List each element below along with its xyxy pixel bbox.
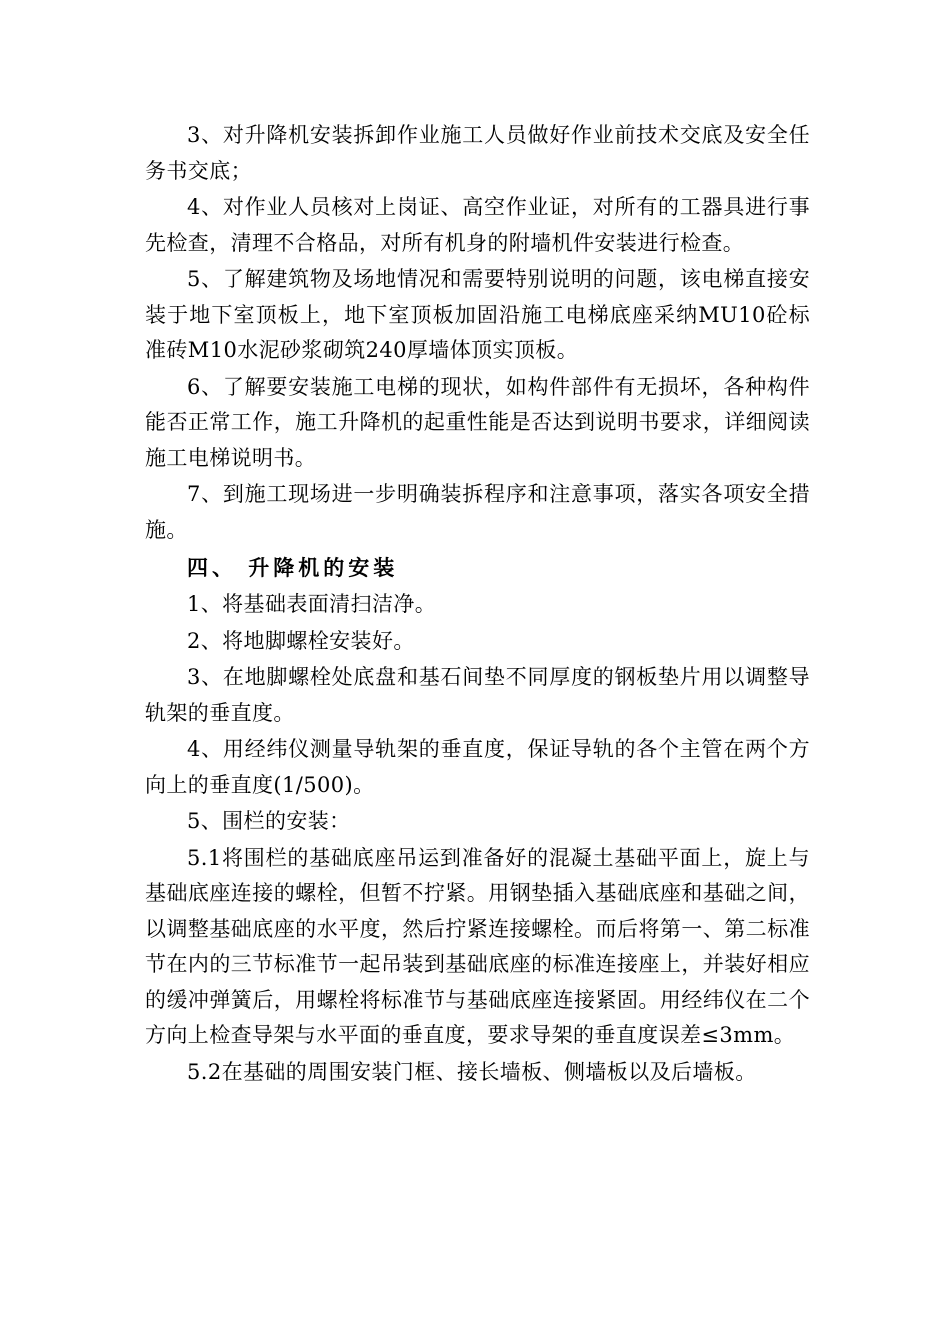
paragraph-item-5: 5、了解建筑物及场地情况和需要特别说明的问题，该电梯直接安装于地下室顶板上，地下室顶板加固沿施工电梯底座采纳MU10砼标准砖M10水泥砂浆砌筑240厚墙体顶实顶板。 bbox=[145, 267, 810, 362]
install-step-5-2: 5.2在基础的周围安装门框、接长墙板、侧墙板以及后墙板。 bbox=[187, 1059, 757, 1084]
paragraph-item-6: 6、了解要安装施工电梯的现状，如构件部件有无损坏，各种构件能否正常工作，施工升降机的起重性能是否达到说明书要求，详细阅读施工电梯说明书。 bbox=[145, 374, 810, 470]
install-step-4: 4、用经纬仪测量导轨架的垂直度，保证导轨的各个主管在两个方向上的垂直度(1/500)。 bbox=[145, 737, 810, 797]
install-step-2: 2、将地脚螺栓安装好。 bbox=[187, 628, 415, 653]
paragraph-item-3: 3、对升降机安装拆卸作业施工人员做好作业前技术交底及安全任务书交底； bbox=[145, 123, 810, 183]
paragraph-item-4: 4、对作业人员核对上岗证、高空作业证，对所有的工器具进行事先检查，清理不合格品，对所有机身的附墙机件安装进行检查。 bbox=[145, 195, 810, 255]
install-step-5: 5、围栏的安装： bbox=[187, 809, 351, 833]
paragraph-item-7: 7、到施工现场进一步明确装拆程序和注意事项，落实各项安全措施。 bbox=[145, 482, 810, 542]
install-step-1: 1、将基础表面清扫洁净。 bbox=[187, 592, 437, 616]
document-body bbox=[145, 118, 810, 1090]
section-heading: 四、 升降机的安装 bbox=[187, 555, 399, 580]
install-step-5-1: 5.1将围栏的基础底座吊运到准备好的混凝土基础平面上，旋上与基础底座连接的螺栓，但暂不拧紧。用钢垫插入基础底座和基础之间，以调整基础底座的水平度，然后拧紧连接螺栓。而后将第一、第二标准节在内的三节标准节一起吊装到基础底座的标准连接座上，并装好相应的缓冲弹簧后，用螺栓将标准节与基础底座连接紧固。用经纬仪在二个方向上检查导架与水平面的垂直度，要求导架的垂直度误差≤3mm。 bbox=[145, 845, 810, 1047]
install-step-3: 3、在地脚螺栓处底盘和基石间垫不同厚度的钢板垫片用以调整导轨架的垂直度。 bbox=[145, 665, 810, 725]
